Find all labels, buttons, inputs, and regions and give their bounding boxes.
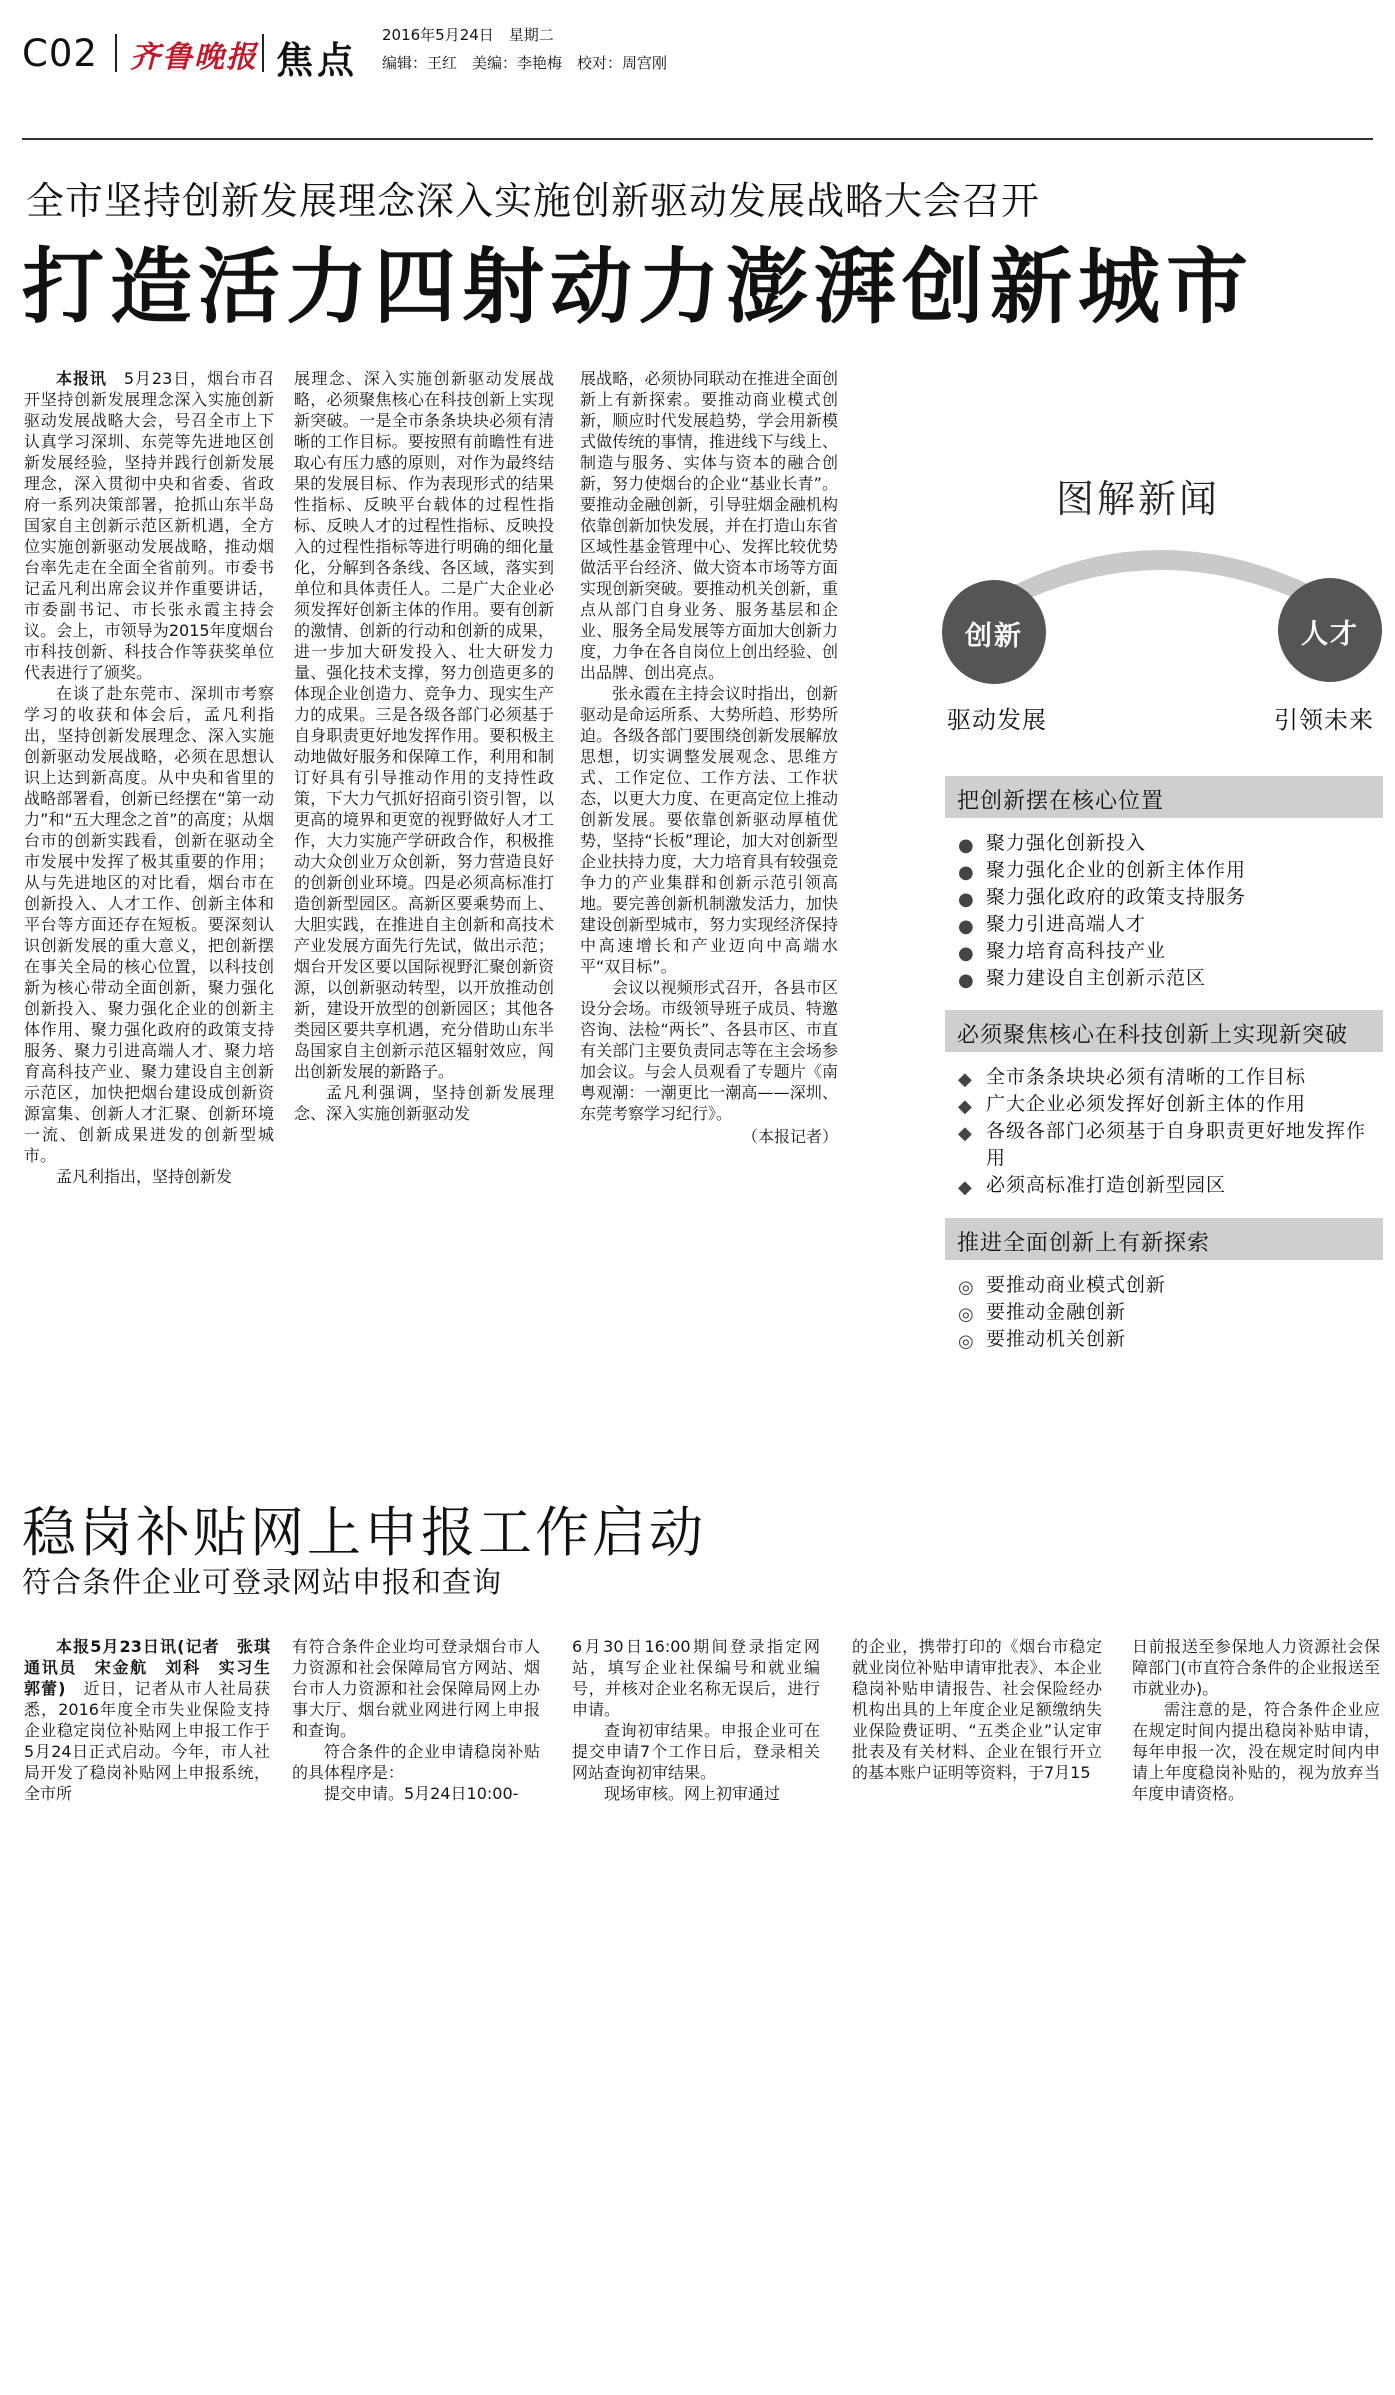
list-item-text: 聚力强化企业的创新主体作用 bbox=[986, 859, 1247, 881]
list-item bbox=[952, 965, 1382, 992]
paragraph-text: 近日，记者从市人社局获悉，2016年度全市失业保险支持企业稳定岗位补贴网上申报工作于5月24日正式启动。今年，市人社局开发了稳岗补贴网上申报系统，全市所 bbox=[24, 1679, 270, 1803]
list-item-text: 聚力培育高科技产业 bbox=[986, 940, 1167, 962]
section-bar-core bbox=[945, 776, 1383, 818]
dateline: 本报讯 bbox=[56, 369, 107, 388]
list-item-text: 聚力强化政府的政策支持服务 bbox=[986, 886, 1247, 908]
list-item bbox=[952, 830, 1382, 857]
masthead-divider bbox=[115, 34, 117, 72]
list-item bbox=[952, 911, 1382, 938]
list-item bbox=[952, 1091, 1382, 1118]
section-name: 焦点 bbox=[276, 39, 358, 82]
list-item bbox=[952, 1064, 1382, 1091]
list-item-text: 聚力引进高端人才 bbox=[986, 913, 1147, 935]
list-item bbox=[952, 1326, 1382, 1353]
breakthrough-list bbox=[952, 1064, 1382, 1199]
section-heading: 推进全面创新上有新探索 bbox=[957, 1231, 1211, 1256]
paragraph: 需注意的是，符合条件企业应在规定时间内提出稳岗补贴申请，每年申报一次，没在规定时间内申请上年度稳岗补贴的，视为放弃当年度申请资格。 bbox=[1132, 1700, 1380, 1803]
bullet-ring-icon: ◎ bbox=[958, 1331, 975, 1352]
paragraph: 查询初审结果。申报企业可在提交申请7个工作日后，登录相关网站查询初审结果。 bbox=[572, 1721, 820, 1782]
section-heading: 把创新摆在核心位置 bbox=[957, 789, 1165, 814]
list-item-text: 要推动商业模式创新 bbox=[986, 1274, 1167, 1296]
section-bar-breakthrough bbox=[945, 1010, 1383, 1052]
bullet-dot-icon: ● bbox=[958, 943, 975, 964]
paragraph: 展理念、深入实施创新驱动发展战略，必须聚焦核心在科技创新上实现新突破。一是全市条条块块必须有清晰的工作目标。要按照有前瞻性有进取心有压力感的原则，对作为最终结果的发展目标、作为表现形式的结果性指标、反映平台载体的过程性指标、反映人才的过程性指标、反映投入的过程性指标等进行明确的细化量化，分解到各条线、各区域，落实到单位和具体责任人。二是广大企业必须发挥好创新主体的作用。要有创新的激情、创新的行动和创新的成果，进一步加大研发投入、壮大研发力量、强化技术支撑，努力创造更多的体现企业创造力、竞争力、现实生产力的成果。三是各级各部门必须基于自身职责更好地发挥作用。要积极主动地做好服务和保障工作，利用和制订好具有引导推动作用的支持性政策，下大力气抓好招商引资引智，以更高的境界和更宽的视野做好人才工作，大力实施产学研政合作，积极推动大众创业万众创新，努力营造良好的创新创业环境。四是必须高标准打造创新型园区。高新区要乘势而上、大胆实践，在推进自主创新和高技术产业发展方面先行先试，做出示范；烟台开发区要以国际视野汇聚创新资源，以创新驱动转型，以开放推动创新，建设开放型的创新园区；其他各类园区要共享机遇，充分借助山东半岛国家自主创新示范区辐射效应，闯出创新发展的新路子。 bbox=[294, 369, 554, 1081]
bullet-diamond-icon: ◆ bbox=[958, 1123, 973, 1144]
paragraph: 孟凡利指出，坚持创新发 bbox=[56, 1167, 233, 1186]
bullet-dot-icon: ● bbox=[958, 889, 975, 910]
story1-column-3 bbox=[580, 368, 838, 1147]
paragraph: 现场审核。网上初审通过 bbox=[604, 1784, 781, 1803]
dateline: 本报5月23日讯(记者 张琪 通讯员 宋金航 刘科 实习生 郭蕾) bbox=[24, 1637, 287, 1698]
story2-headline: 稳岗补贴网上申报工作启动 bbox=[22, 1501, 706, 1564]
bullet-dot-icon: ● bbox=[958, 970, 975, 991]
bullet-diamond-icon: ◆ bbox=[958, 1069, 973, 1090]
list-item-text: 聚力强化创新投入 bbox=[986, 832, 1147, 854]
story2-column-5 bbox=[1132, 1636, 1380, 1804]
paragraph-text: 5月23日，烟台市召开坚持创新发展理念深入实施创新驱动发展战略大会，号召全市上下认真学习深圳、东莞等先进地区创新发展经验，坚持并践行创新发展理念，深入贯彻中央和省委、省政府一系列决策部署，抢抓山东半岛国家自主创新示范区新机遇，全方位实施创新驱动发展战略，推动烟台率先走在全面全省前列。市委书记孟凡利出席会议并作重要讲话，市委副书记、市长张永霞主持会议。会上，市领导为2015年度烟台市科技创新、科技合作等获奖单位代表进行了颁奖。 bbox=[24, 369, 274, 682]
editor-credits: 编辑：王红 美编：李艳梅 校对：周宫刚 bbox=[382, 54, 668, 72]
paragraph: 6月30日16:00期间登录指定网站，填写企业社保编号和就业编号，并核对企业名称无误后，进行申请。 bbox=[572, 1637, 820, 1719]
innovation-subtitle: 驱动发展 bbox=[947, 706, 1047, 734]
list-item-text: 聚力建设自主创新示范区 bbox=[986, 967, 1207, 989]
paragraph: 提交申请。5月24日10:00- bbox=[324, 1784, 519, 1803]
paragraph: 符合条件的企业申请稳岗补贴的具体程序是： bbox=[292, 1742, 540, 1782]
story1-column-2 bbox=[294, 368, 554, 1124]
list-item-text: 要推动金融创新 bbox=[986, 1301, 1127, 1323]
explore-list bbox=[952, 1272, 1382, 1353]
bullet-ring-icon: ◎ bbox=[958, 1277, 975, 1298]
top-rule bbox=[22, 138, 1373, 140]
masthead-divider bbox=[262, 34, 264, 72]
story2-column-3 bbox=[572, 1636, 820, 1804]
section-bar-explore bbox=[945, 1218, 1383, 1260]
talent-subtitle: 引领未来 bbox=[1274, 706, 1374, 734]
story1-credit: （本报记者） bbox=[741, 1127, 838, 1146]
infographic-title: 图解新闻 bbox=[1056, 477, 1221, 521]
story2-column-1 bbox=[24, 1636, 287, 1804]
paragraph: 日前报送至参保地人力资源社会保障部门(市直符合条件的企业报送至市就业办)。 bbox=[1132, 1637, 1380, 1698]
paragraph: 的企业，携带打印的《烟台市稳定就业岗位补贴申请审批表》、本企业稳岗补贴申请报告、社会保险经办机构出具的上年度企业足额缴纳失业保险费证明、“五类企业”认定审批表及有关材料、企业在银行开立的基本账户证明等资料，于7月15 bbox=[852, 1637, 1102, 1782]
paragraph: 有符合条件企业均可登录烟台市人力资源和社会保障局官方网站、烟台市人力资源和社会保障局网上办事大厅、烟台就业网进行网上申报和查询。 bbox=[292, 1637, 540, 1740]
paragraph: 在谈了赴东莞市、深圳市考察学习的收获和体会后，孟凡利指出，坚持创新发展理念、深入实施创新驱动发展战略，必须在思想认识上达到新高度。从中央和省里的战略部署看，创新已经摆在“第一动力”和“五大理念之首”的高度；从烟台市的创新实践看，创新在驱动全市发展中发挥了极其重要的作用；从与先进地区的对比看，烟台市在创新投入、人才工作、创新主体和平台等方面还存在短板。要深刻认识创新发展的重大意义，把创新摆在事关全局的核心位置，以科技创新为核心带动全面创新，聚力强化创新投入、聚力强化企业的创新主体作用、聚力强化政府的政策支持服务、聚力引进高端人才、聚力培育高科技产业、聚力建设自主创新示范区，加快把烟台建设成创新资源富集、创新人才汇聚、创新环境一流、创新成果迸发的创新型城市。 bbox=[24, 684, 274, 1165]
list-item-text: 广大企业必须发挥好创新主体的作用 bbox=[986, 1093, 1307, 1115]
paragraph bbox=[24, 1636, 287, 1804]
bullet-ring-icon: ◎ bbox=[958, 1304, 975, 1325]
list-item bbox=[952, 1118, 1382, 1172]
list-item bbox=[952, 884, 1382, 911]
story1-column-1 bbox=[24, 368, 274, 1187]
paragraph: 会议以视频形式召开，各县市区设分会场。市级领导班子成员、特邀咨询、法检“两长”、各县市区、市直有关部门主要负责同志等在主会场参加会议。与会人员观看了专题片《南粤观潮：一潮更比一潮高——深圳、东莞考察学习纪行》。 bbox=[580, 978, 838, 1123]
list-item bbox=[952, 1272, 1382, 1299]
paragraph: 展战略，必须协同联动在推进全面创新上有新探索。要推动商业模式创新，顺应时代发展趋势，学会用新模式做传统的事情，推进线下与线上、制造与服务、实体与资本的融合创新，努力使烟台的企业“基业长青”。要推动金融创新，引导驻烟金融机构依靠创新加快发展，并在打造山东省区域性基金管理中心、发挥比较优势做活平台经济、做大资本市场等方面实现创新突破。要推动机关创新，重点从部门自身业务、服务基层和企业、服务全局发展等方面加大创新力度，力争在各自岗位上创出经验、创出品牌、创出亮点。 bbox=[580, 369, 838, 682]
section-heading: 必须聚焦核心在科技创新上实现新突破 bbox=[957, 1023, 1349, 1048]
innovation-circle-label: 创新 bbox=[965, 621, 1023, 652]
paragraph: 张永霞在主持会议时指出，创新驱动是命运所系、大势所趋、形势所迫。各级各部门要围绕创新发展解放思想，切实调整发展观念、思维方式、工作定位、工作方法、工作状态，以更大力度、在更高定位上推动创新发展。要依靠创新驱动厚植优势，坚持“长板”理论，加大对创新型企业扶持力度，大力培育具有较强竞争力的产业集群和创新示范引领高地。要完善创新机制激发活力，加快建设创新型城市，努力实现经济保持中高速增长和产业迈向中高端水平“双目标”。 bbox=[580, 684, 838, 976]
list-item bbox=[952, 857, 1382, 884]
bullet-diamond-icon: ◆ bbox=[958, 1177, 973, 1198]
story1-kicker: 全市坚持创新发展理念深入实施创新驱动发展战略大会召开 bbox=[26, 179, 1041, 223]
list-item bbox=[952, 938, 1382, 965]
innovation-circle bbox=[942, 580, 1046, 684]
talent-circle bbox=[1278, 578, 1382, 682]
paragraph: 孟凡利强调，坚持创新发展理念、深入实施创新驱动发 bbox=[294, 1083, 554, 1123]
talent-circle-label: 人才 bbox=[1301, 619, 1359, 650]
bullet-diamond-icon: ◆ bbox=[958, 1096, 973, 1117]
list-item-text: 各级各部门必须基于自身职责更好地发挥作用 bbox=[986, 1120, 1367, 1169]
bullet-dot-icon: ● bbox=[958, 835, 975, 856]
story2-column-2 bbox=[292, 1636, 540, 1804]
list-item-text: 要推动机关创新 bbox=[986, 1328, 1127, 1350]
list-item bbox=[952, 1172, 1382, 1199]
list-item-text: 全市条条块块必须有清晰的工作目标 bbox=[986, 1066, 1307, 1088]
list-item bbox=[952, 1299, 1382, 1326]
bullet-dot-icon: ● bbox=[958, 862, 975, 883]
bullet-dot-icon: ● bbox=[958, 916, 975, 937]
story1-headline: 打造活力四射动力澎湃创新城市 bbox=[22, 240, 1255, 335]
newspaper-logo: 齐鲁晚报 bbox=[130, 40, 258, 75]
list-item-text: 必须高标准打造创新型园区 bbox=[986, 1174, 1227, 1196]
story2-subhead: 符合条件企业可登录网站申报和查询 bbox=[22, 1565, 503, 1599]
issue-date: 2016年5月24日 星期二 bbox=[382, 26, 554, 44]
core-list bbox=[952, 830, 1382, 992]
paragraph bbox=[24, 368, 274, 683]
page-number: C02 bbox=[22, 32, 98, 75]
story2-column-4 bbox=[852, 1636, 1102, 1783]
